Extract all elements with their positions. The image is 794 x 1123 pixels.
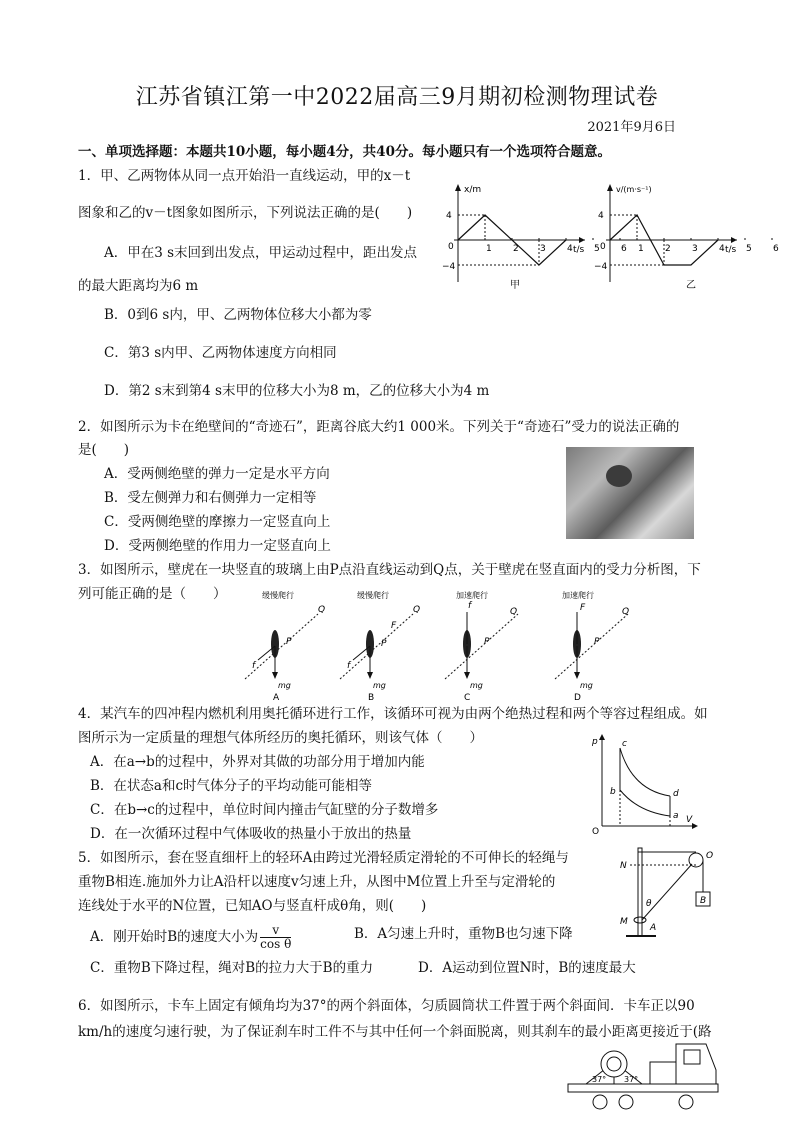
q5-option-b: B．A匀速上升时，重物B也匀速下降	[354, 926, 573, 942]
label-f: f	[468, 601, 472, 611]
label-p: P	[286, 637, 292, 647]
panel-top-label: 加速爬行	[562, 591, 594, 600]
q1-graph-jia	[440, 182, 627, 292]
point-c: c	[622, 739, 627, 749]
panel-letter: C	[464, 693, 471, 703]
angle-right: 37°	[624, 1075, 639, 1084]
q4-pv-diagram	[588, 734, 700, 837]
panel-a	[245, 590, 325, 703]
x-tick-label: 2	[513, 244, 519, 254]
x-tick-label: 6	[621, 244, 627, 254]
y-label: v/(m·s⁻¹)	[616, 185, 652, 194]
q2-option-a: A．受两侧绝壁的弹力一定是水平方向	[104, 466, 330, 482]
velocity-fraction	[260, 924, 291, 951]
caption: 乙	[686, 280, 696, 291]
x-tick-label: 4	[567, 244, 573, 254]
y-pos-tick: 4	[598, 211, 604, 221]
exam-date: 2021年9月6日	[587, 120, 676, 135]
q4-option-c: C．在b→c的过程中，单位时间内撞击气缸壁的分子数增多	[90, 802, 439, 818]
x-arrow	[579, 237, 585, 243]
point-b: b	[610, 787, 616, 797]
adiabat-cd	[620, 748, 670, 796]
panel-c	[445, 590, 518, 703]
label-q: Q	[622, 607, 630, 617]
x-tick-label: 1	[486, 244, 492, 254]
q2-option-d: D．受两侧绝壁的作用力一定竖直向上	[104, 538, 331, 554]
q4-stem-line1: 4．某汽车的四冲程内燃机利用奥托循环进行工作，该循环可视为由两个绝热过程和两个等容过程组成。如	[78, 706, 708, 722]
x-tick-label: 4	[719, 244, 725, 254]
label-theta: θ	[646, 899, 652, 909]
q5-option-a-text: A．刚开始时B的速度大小为	[90, 929, 259, 945]
page-title: 江苏省镇江第一中2022届高三9月期初检测物理试卷	[135, 85, 659, 110]
label-b: B	[700, 896, 707, 906]
q5-option-c: C．重物B下降过程，绳对B的拉力大于B的重力	[90, 960, 374, 976]
q3-stem-line1: 3．如图所示，壁虎在一块竖直的玻璃上由P点沿直线运动到Q点，关于壁虎在竖直面内的受力分析图，下	[78, 562, 701, 578]
arrow-head	[464, 672, 470, 679]
x-tick-label: 6	[773, 244, 779, 254]
label-mg: mg	[580, 681, 593, 690]
q5-option-d: D．A运动到位置N时，B的速度最大	[418, 960, 636, 976]
point-a: a	[673, 811, 679, 821]
path-line	[445, 614, 518, 679]
q2-option-b: B．受左侧弹力和右侧弹力一定相等	[104, 490, 317, 506]
caption: 甲	[510, 280, 520, 291]
q5-stem-line2: 重物B相连.施加外力让A沿杆以速度v匀速上升，从图中M位置上升至与定滑轮的	[78, 874, 556, 890]
path-line	[245, 614, 318, 679]
panel-top-label: 缓慢爬行	[357, 591, 389, 600]
label-o: O	[706, 851, 714, 861]
x-arrow	[731, 237, 737, 243]
path-line	[340, 614, 413, 679]
q4-stem-line2: 图所示为一定质量的理想气体所经历的奥托循环，则该气体（ ）	[78, 730, 483, 746]
q4-option-d: D．在一次循环过程中气体吸收的热量小于放出的热量	[90, 826, 412, 842]
q6-stem-line1: 6．如图所示，卡车上固定有倾角均为37°的两个斜面体，匀质圆筒状工件置于两个斜面间．卡车正以90	[78, 998, 695, 1014]
q1-option-c: C．第3 s内甲、乙两物体速度方向相同	[104, 345, 337, 361]
o-label: O	[592, 827, 600, 837]
x-label: t/s	[725, 245, 737, 255]
label-F: F	[580, 603, 586, 613]
q6-truck-diagram	[566, 1040, 726, 1118]
fraction-numerator: v	[260, 924, 291, 938]
section-heading: 一、单项选择题：本题共10小题，每小题4分，共40分。每小题只有一个选项符合题意。	[78, 144, 611, 160]
label-a: A	[650, 923, 657, 933]
panel-top-label: 缓慢爬行	[262, 591, 294, 600]
panel-b	[340, 590, 420, 703]
y-neg-tick: −4	[442, 262, 456, 272]
path-line	[555, 614, 628, 679]
wheel	[619, 1095, 633, 1109]
q2-option-c: C．受两侧绝壁的摩擦力一定竖直向上	[104, 514, 331, 530]
y-label: x/m	[464, 185, 482, 195]
q5-stem-line3: 连线处于水平的N位置，已知AO与竖直杆成θ角，则( )	[78, 898, 427, 914]
arrow-head	[574, 672, 580, 679]
q5-stem-line1: 5．如图所示，套在竖直细杆上的轻环A由跨过光滑轻质定滑轮的不可伸长的轻绳与	[78, 850, 569, 866]
q3-stem-line2: 列可能正确的是（ ）	[78, 586, 227, 602]
q1-option-d: D．第2 s末到第4 s末甲的位移大小为8 m，乙的位移大小为4 m	[104, 383, 490, 399]
q6-stem-line2: km/h的速度匀速行驶，为了保证刹车时工件不与其中任何一个斜面脱离，则其刹车的最小距离更接近于(路	[78, 1024, 712, 1040]
label-q: Q	[318, 605, 326, 615]
y-arrow	[455, 184, 461, 191]
label-n: N	[620, 861, 627, 871]
origin-label: 0	[448, 242, 454, 252]
q2-stem-line2: 是( )	[78, 442, 130, 458]
angle-left: 37°	[592, 1075, 607, 1084]
q1-option-a-line1: A．甲在3 s末回到出发点，甲运动过程中，距出发点	[104, 245, 418, 261]
label-mg: mg	[373, 681, 386, 690]
label-f: f	[347, 661, 351, 671]
cylinder-inner	[607, 1057, 621, 1071]
x-tick-label: 3	[540, 244, 546, 254]
q1-stem-line1: 1．甲、乙两物体从同一点开始沿一直线运动，甲的x－t	[78, 168, 411, 184]
point-d: d	[673, 789, 679, 799]
panel-d	[555, 590, 629, 703]
x-tick-label: 2	[665, 244, 671, 254]
label-q: Q	[413, 605, 421, 615]
v-label: V	[686, 815, 693, 825]
origin-label: 0	[600, 242, 606, 252]
label-f: f	[252, 661, 256, 671]
label-p: P	[594, 637, 600, 647]
x-tick-label: 3	[692, 244, 698, 254]
q1-graph-yi	[592, 182, 779, 292]
q3-figure	[240, 584, 660, 704]
cab-window	[684, 1050, 700, 1064]
q1-stem-line2: 图象和乙的v－t图象如图所示，下列说法正确的是( )	[78, 205, 413, 221]
x-tick-label: 5	[746, 244, 752, 254]
panel-letter: B	[368, 693, 375, 703]
panel-top-label: 加速爬行	[456, 591, 488, 600]
q5-option-a	[90, 924, 293, 951]
label-mg: mg	[470, 681, 483, 690]
arrow-head	[272, 672, 278, 679]
v-arrow	[692, 823, 698, 829]
y-arrow	[607, 184, 613, 191]
wheel	[679, 1095, 693, 1109]
y-neg-tick: −4	[594, 262, 608, 272]
panel-letter: A	[273, 693, 280, 703]
label-q: Q	[510, 607, 518, 617]
label-m: M	[620, 917, 628, 927]
cargo	[650, 1062, 676, 1084]
panel-letter: D	[574, 693, 581, 703]
miracle-stone-photo	[566, 447, 694, 539]
q1-option-a-line2: 的最大距离均为6 m	[78, 278, 199, 294]
q2-stem-line1: 2．如图所示为卡在绝壁间的“奇迹石”，距离谷底大约1 000米。下列关于“奇迹石”受力的说法正确的	[78, 419, 680, 435]
label-p: P	[381, 639, 387, 649]
x-label: t/s	[573, 245, 585, 255]
label-p: P	[484, 637, 490, 647]
x-tick-label: 5	[594, 244, 600, 254]
label-mg: mg	[278, 681, 291, 690]
label-F: F	[391, 621, 397, 631]
p-arrow	[599, 734, 605, 740]
wheel	[593, 1095, 607, 1109]
arrow-head	[367, 672, 373, 679]
q1-option-b: B．0到6 s内，甲、乙两物体位移大小都为零	[104, 307, 372, 323]
truck-bed	[568, 1084, 718, 1092]
q4-option-b: B．在状态a和c时气体分子的平均动能可能相等	[90, 778, 373, 794]
x-tick-label: 1	[638, 244, 644, 254]
fraction-denominator: cos θ	[260, 937, 292, 951]
rope-ao	[642, 864, 692, 920]
y-pos-tick: 4	[446, 211, 452, 221]
p-label: p	[592, 737, 598, 747]
q4-option-a: A．在a→b的过程中，外界对其做的功部分用于增加内能	[90, 754, 425, 770]
q5-pulley-diagram	[612, 842, 732, 942]
